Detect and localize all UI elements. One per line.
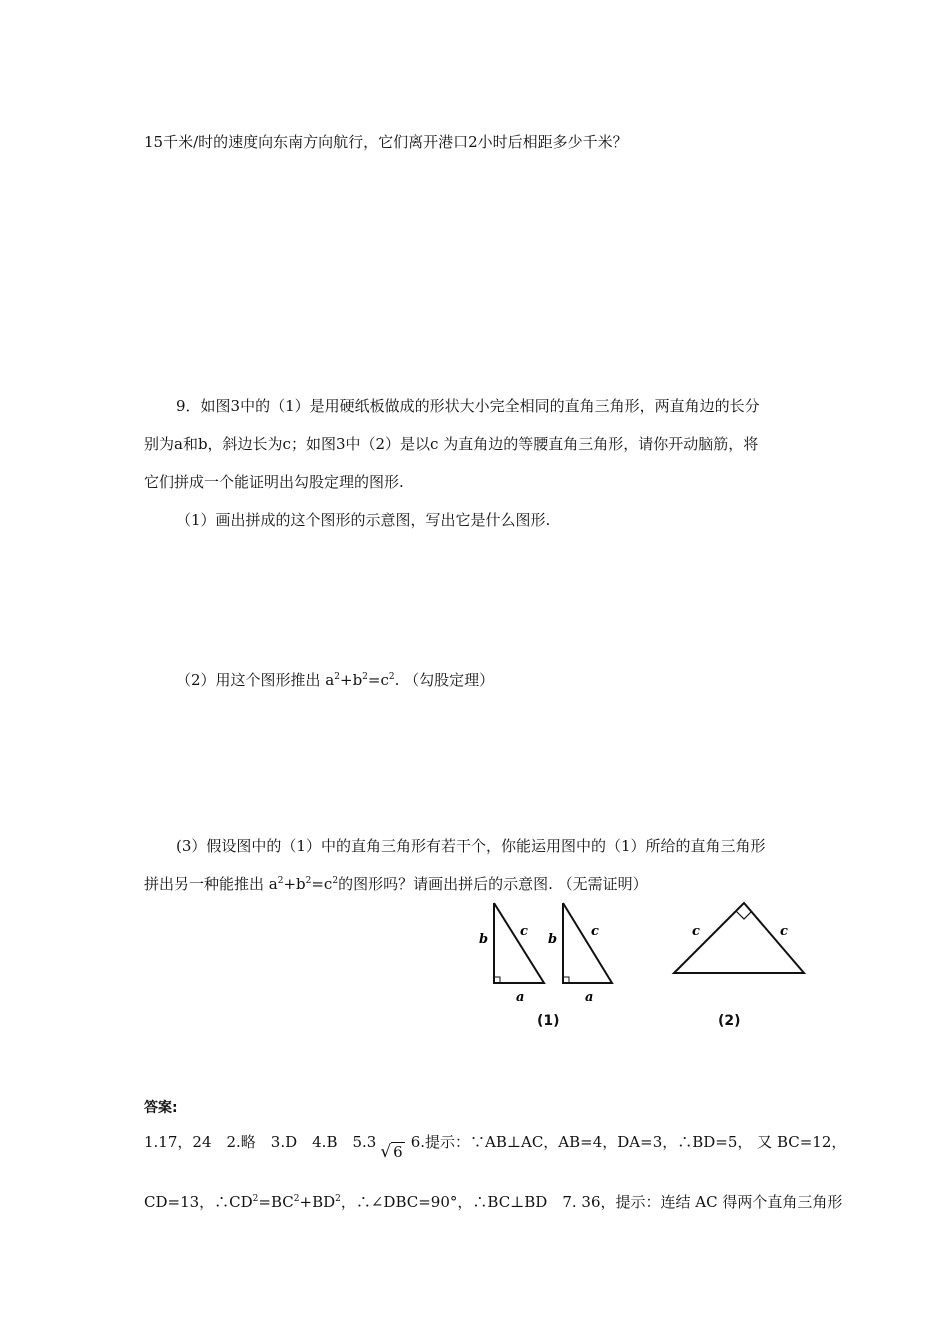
- right-triangle-2: [548, 903, 612, 1005]
- superscript: 2: [305, 876, 312, 886]
- q9-part-3-line-1: (3）假设图中的（1）中的直角三角形有若干个，你能运用图中的（1）所给的直角三角形: [176, 837, 766, 855]
- superscript: 2: [293, 1194, 300, 1204]
- label-b: b: [548, 932, 558, 947]
- superscript: 2: [332, 876, 339, 886]
- q9-part-2: （2）用这个图形推出 $a^2+b^2=c^2$. （勾股定理）: [176, 671, 495, 689]
- label-a: a: [585, 990, 594, 1005]
- superscript: 2: [388, 672, 395, 682]
- label-b: b: [479, 932, 489, 947]
- q8-tail-text: 15千米/时的速度向东南方向航行，它们离开港口2小时后相距多少千米？: [144, 133, 628, 151]
- q9-part-3-line-2: 拼出另一种能推出 $a^2+b^2=c^2$的图形吗？请画出拼后的示意图. （无需证明）: [144, 875, 648, 893]
- superscript: 2: [334, 672, 340, 682]
- figure-caption-2: (2): [718, 1013, 741, 1029]
- superscript: 2: [335, 1194, 341, 1204]
- isosceles-right-triangle: [674, 903, 804, 973]
- q9-part-1: （1）画出拼成的这个图形的示意图，写出它是什么图形.: [176, 511, 551, 529]
- label-c: c: [692, 924, 700, 939]
- figure-triangles: [470, 895, 830, 1025]
- right-triangle-1: [479, 903, 544, 1005]
- q9-line-1: 9．如图3中的（1）是用硬纸板做成的形状大小完全相同的直角三角形，两直角边的长分: [176, 397, 760, 415]
- sqrt-symbol: √ 6: [380, 1142, 403, 1162]
- answers-line-2: CD=13，$\therefore CD^2=BC^2+BD^2$，∴∠DBC=90°，∴BC⊥BD 7. 36，提示：连结 AC 得两个直角三角形: [144, 1193, 843, 1211]
- answers-heading: 答案:: [144, 1100, 178, 1116]
- label-a: a: [516, 990, 525, 1005]
- q9-line-3: 它们拼成一个能证明出勾股定理的图形.: [144, 473, 404, 491]
- figure-caption-1: (1): [537, 1013, 560, 1029]
- q9-line-2: 别为a和b，斜边长为c；如图3中（2）是以c 为直角边的等腰直角三角形，请你开动脑筋，将: [144, 435, 759, 453]
- label-c: c: [591, 924, 599, 939]
- superscript: 2: [362, 672, 368, 682]
- superscript: 2: [277, 876, 284, 886]
- label-c: c: [780, 924, 788, 939]
- answers-line-1: 1.17，24 2.略 3.D 4.B 5.3 √ 66.提示：∵AB⊥AC，AB=4，DA=3，∴BD=5， 又 BC=12，: [144, 1133, 847, 1162]
- label-c: c: [520, 924, 528, 939]
- superscript: 2: [252, 1194, 259, 1204]
